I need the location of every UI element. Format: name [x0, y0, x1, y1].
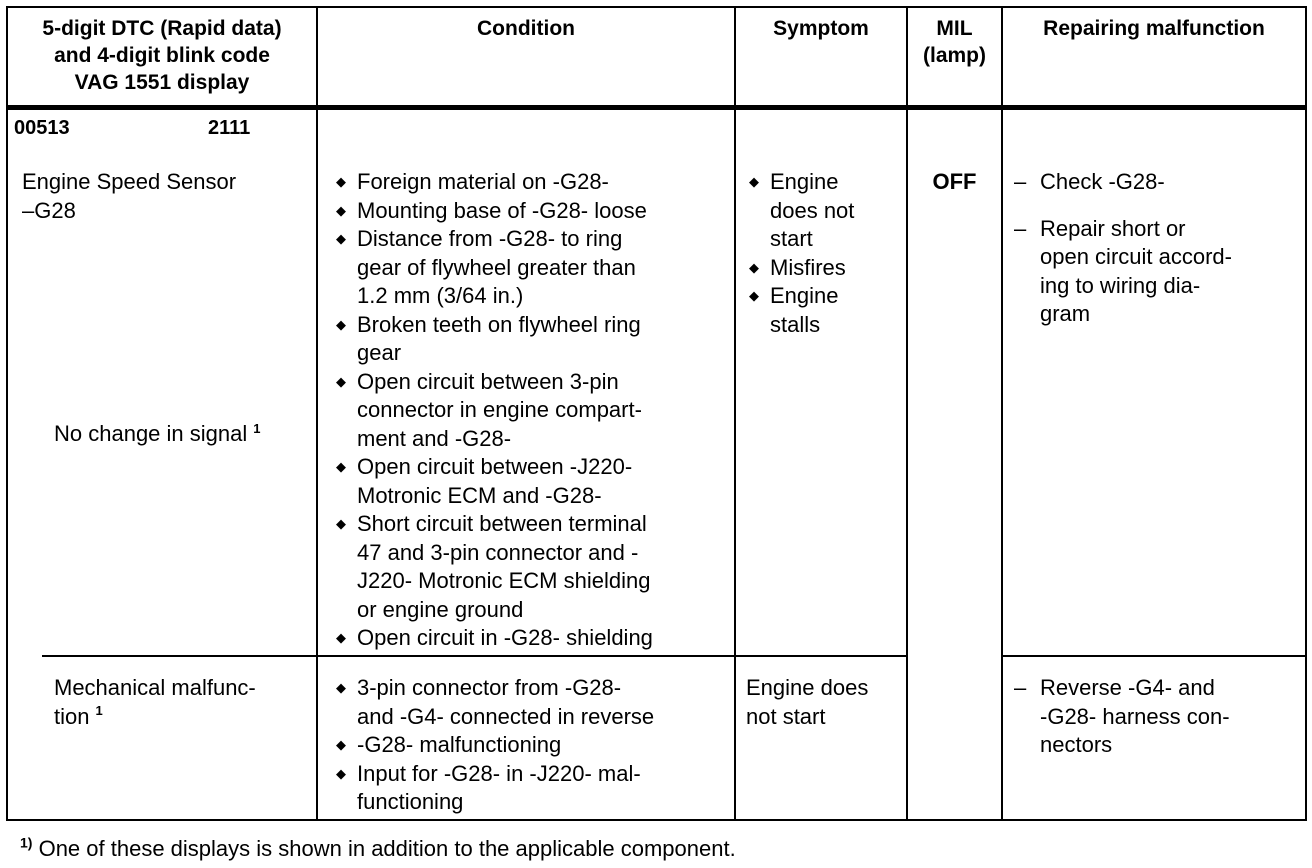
- row-separator-left: [42, 655, 908, 657]
- symptom-item: ◆ Engine does not start: [746, 168, 854, 254]
- condition-item: ◆ 3-pin connector from -G28- and -G4- connected in reverse: [333, 674, 654, 731]
- row2-symptom: Engine does not start: [746, 675, 869, 729]
- row-separator-right: [1001, 655, 1307, 657]
- row2-conditions: [333, 674, 654, 817]
- row2-label: Mechanical malfunc- tion $^1$: [54, 675, 256, 729]
- header-separator: [6, 105, 1307, 110]
- row2-repairs: [1012, 674, 1230, 760]
- header-dtc: 5-digit DTC (Rapid data) and 4-digit blink code VAG 1551 display: [42, 17, 282, 94]
- footnote-ref-2: 1: [95, 703, 103, 719]
- condition-item: ◆ Open circuit between -J220- Motronic ECM and -G28-: [333, 453, 653, 510]
- repair-item: – Repair short or open circuit accord- ing to wiring dia- gram: [1012, 215, 1232, 329]
- column-divider-4: [1001, 6, 1003, 821]
- repair-item: – Reverse -G4- and -G28- harness con- nectors: [1012, 674, 1230, 760]
- header-mil: MIL (lamp): [923, 17, 986, 67]
- symptom-item: ◆ Engine stalls: [746, 282, 854, 339]
- header-symptom: Symptom: [773, 17, 869, 40]
- table-border-bottom: [6, 819, 1307, 821]
- symptom-item: ◆ Misfires: [746, 254, 854, 283]
- condition-item: ◆ Foreign material on -G28-: [333, 168, 653, 197]
- blink-code: 2111: [208, 117, 251, 139]
- footnote-ref-1: 1: [253, 420, 261, 436]
- footnote-marker: 1): [20, 834, 33, 851]
- row1-conditions: [333, 168, 653, 653]
- row1-symptoms: [746, 168, 854, 339]
- condition-item: ◆ Input for -G28- in -J220- mal- functioning: [333, 760, 654, 817]
- table-border-top: [6, 6, 1307, 8]
- footnote-text: One of these displays is shown in addition to the applicable component.: [38, 836, 736, 861]
- header-condition: Condition: [477, 17, 575, 40]
- column-divider-2: [734, 6, 736, 821]
- condition-item: ◆ Open circuit between 3-pin connector in engine compart- ment and -G28-: [333, 368, 653, 454]
- row1-repairs: [1012, 168, 1232, 329]
- header-repair: Repairing malfunction: [1043, 17, 1265, 40]
- mil-status: OFF: [932, 169, 977, 194]
- condition-item: ◆ Open circuit in -G28- shielding: [333, 624, 653, 653]
- column-divider-3: [906, 6, 908, 821]
- condition-item: ◆ Distance from -G28- to ring gear of flywheel greater than 1.2 mm (3/64 in.): [333, 225, 653, 311]
- column-divider-1: [316, 6, 318, 821]
- condition-item: ◆ Short circuit between terminal 47 and 3-pin connector and - J220- Motronic ECM shielding or engine ground: [333, 510, 653, 624]
- table-border-left: [6, 6, 8, 821]
- row1-label: No change in signal $^1$: [54, 420, 261, 446]
- condition-item: ◆ -G28- malfunctioning: [333, 731, 654, 760]
- condition-item: ◆ Broken teeth on flywheel ring gear: [333, 311, 653, 368]
- condition-item: ◆ Mounting base of -G28- loose: [333, 197, 653, 226]
- dtc-code: 00513: [14, 117, 70, 139]
- footnote: [20, 835, 736, 864]
- table-border-right: [1305, 6, 1307, 821]
- repair-item: – Check -G28-: [1012, 168, 1232, 197]
- component-name: Engine Speed Sensor –G28: [22, 169, 237, 223]
